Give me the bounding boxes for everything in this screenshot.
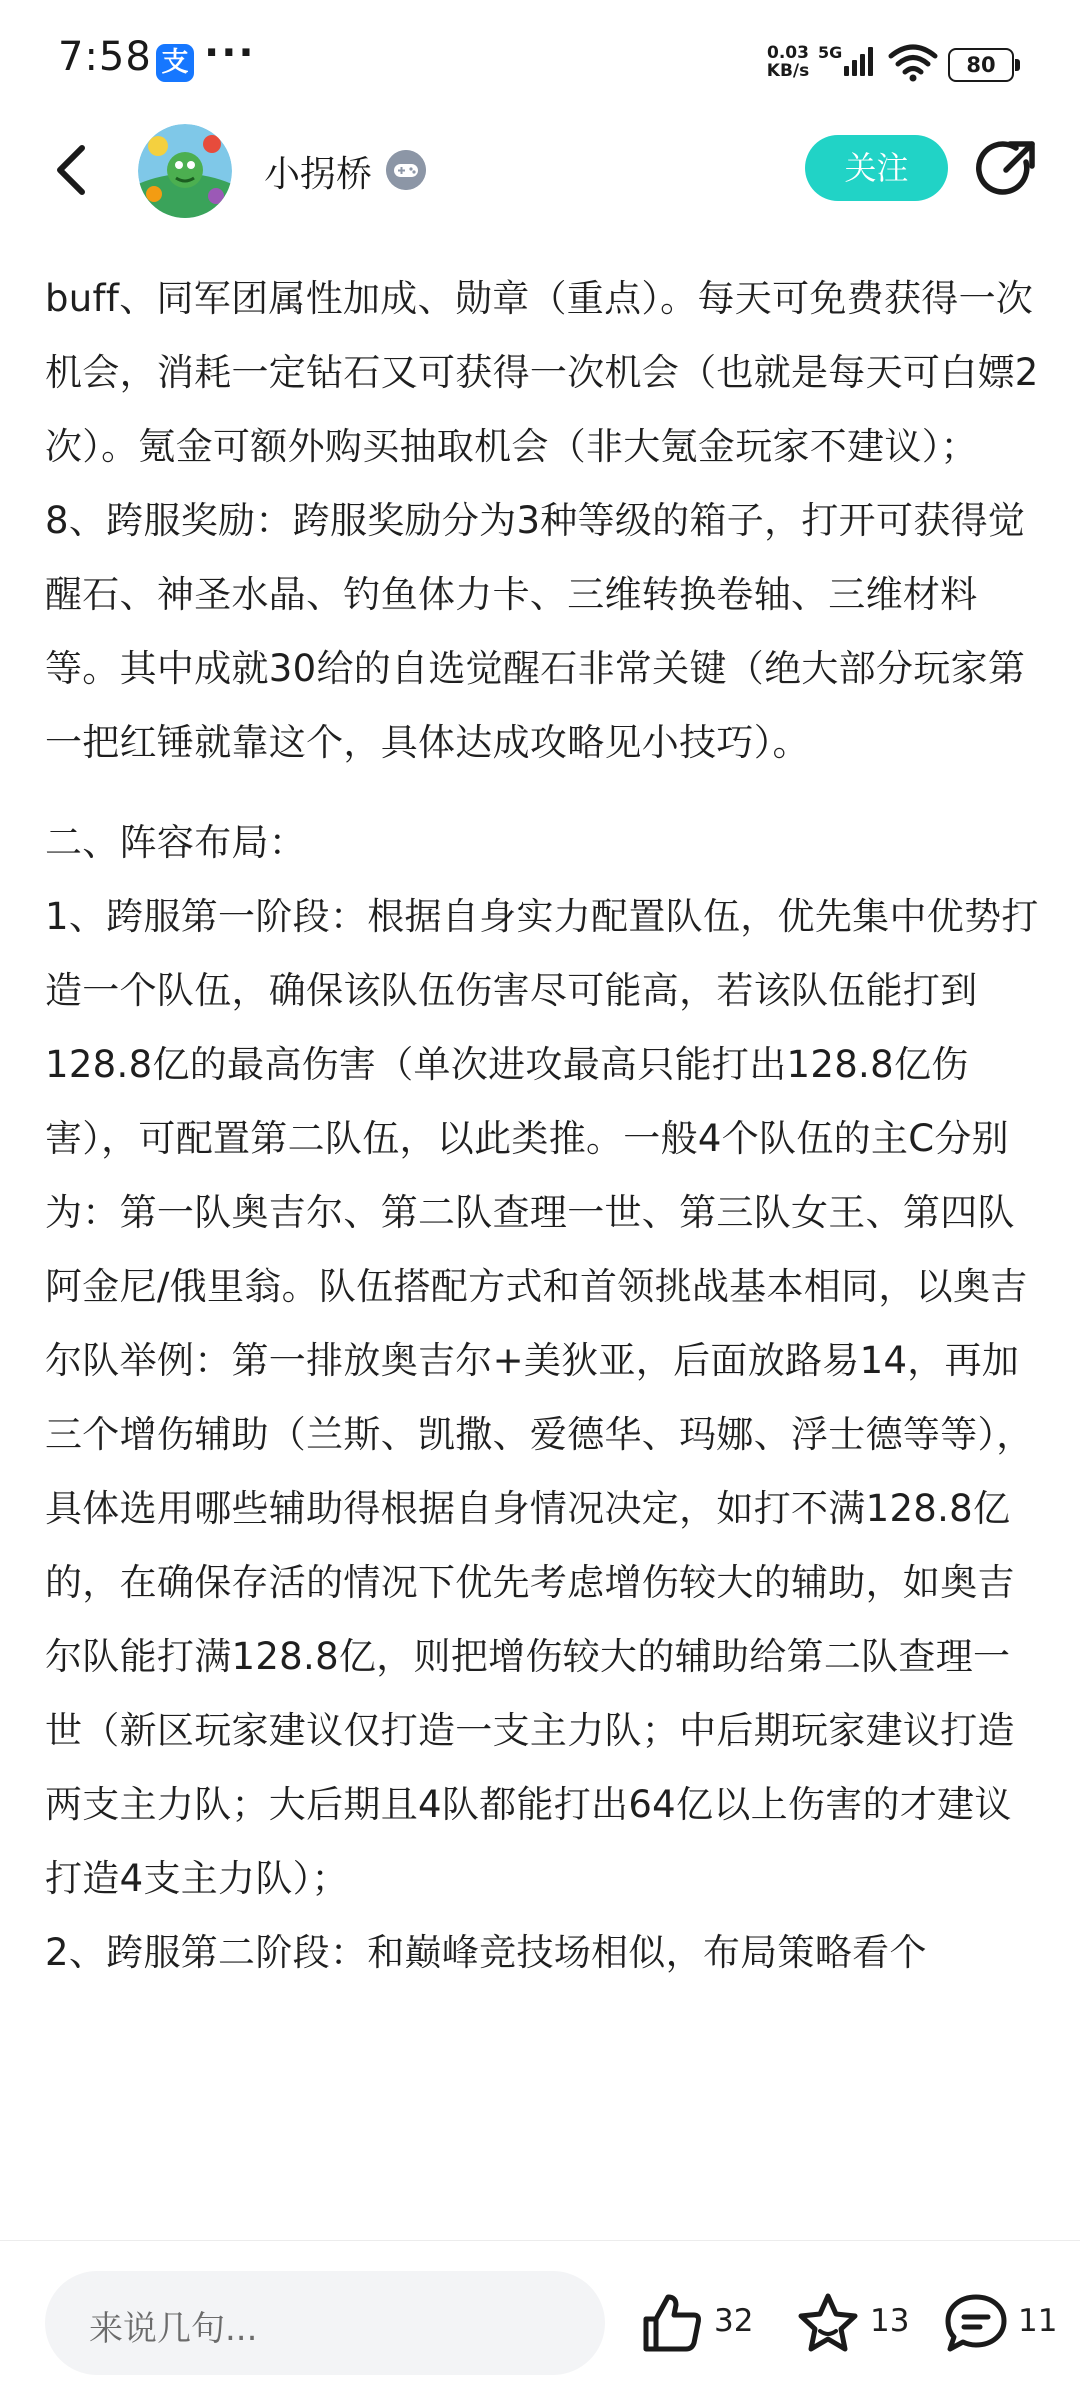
alipay-notification-icon: 支 — [156, 44, 194, 82]
article-paragraph: 1、跨服第一阶段：根据自身实力配置队伍，优先集中优势打造一个队伍，确保该队伍伤害尽可能高，若该队伍能打到128.8亿的最高伤害（单次进攻最高只能打出128.8亿伤害），可配置第二队伍，以此类推。一般4个队伍的主C分别为：第一队奥吉尔、第二队查理一世、第三队女王、第四队阿金尼/俄里翁。队伍搭配方式和首领挑战基本相同，以奥吉尔队举例：第一排放奥吉尔+美狄亚，后面放路易14，再加三个增伤辅助（兰斯、凯撒、爱德华、玛娜、浮士德等等），具体选用哪些辅助得根据自身情况决定，如打不满128.8亿的，在确保存活的情况下优先考虑增伤较大的辅助，如奥吉尔队能打满128.8亿，则把增伤较大的辅助给第二队查理一世（新区玩家建议仅打造一支主力队；中后期玩家建议打造两支主力队；大后期且4队都能打出64亿以上伤害的才建议打造4支主力队）； — [45, 895, 1039, 1900]
favorite-button[interactable] — [796, 2291, 910, 2355]
status-bar — [0, 0, 1080, 120]
battery-cap — [1015, 59, 1020, 71]
like-button[interactable] — [640, 2291, 760, 2355]
network-speed — [762, 44, 814, 80]
battery-indicator — [948, 48, 1020, 82]
status-time: 7:58 — [58, 34, 152, 80]
network-speed-value: 0.03 — [767, 43, 809, 63]
article-header — [0, 120, 1080, 230]
comment-count: 11 — [1018, 2303, 1058, 2339]
more-notifications-icon: ··· — [204, 30, 256, 76]
section-heading: 二、阵容布局： — [45, 821, 307, 864]
share-icon[interactable] — [976, 138, 1040, 202]
network-type-label: 5G — [818, 44, 843, 62]
article-paragraph: 2、跨服第二阶段：和巅峰竞技场相似，布局策略看个 — [45, 1931, 927, 1974]
comment-placeholder: 来说几句... — [89, 2309, 258, 2349]
comment-input[interactable] — [45, 2271, 605, 2375]
comment-button[interactable] — [944, 2291, 1058, 2355]
like-count: 32 — [714, 2303, 754, 2339]
author-avatar[interactable] — [138, 124, 232, 218]
article-paragraph: buff、同军团属性加成、勋章（重点）。每天可免费获得一次机会，消耗一定钻石又可获得一次机会（也就是每天可白嫖2次）。氪金可额外购买抽取机会（非大氪金玩家不建议）； — [45, 277, 1039, 468]
network-speed-unit: KB/s — [766, 61, 810, 81]
cellular-signal-icon — [814, 44, 876, 80]
battery-level: 80 — [948, 48, 1014, 82]
bottom-action-bar — [0, 2240, 1080, 2400]
author-name[interactable]: 小拐桥 — [264, 154, 373, 195]
gamepad-badge-icon — [386, 150, 426, 190]
follow-button[interactable]: 关注 — [805, 135, 948, 201]
favorite-count: 13 — [870, 2303, 910, 2339]
article-body — [45, 262, 1040, 2240]
comment-bubble-icon — [944, 2291, 1008, 2355]
article-paragraph: 8、跨服奖励：跨服奖励分为3种等级的箱子，打开可获得觉醒石、神圣水晶、钓鱼体力卡、三维转换卷轴、三维材料等。其中成就30给的自选觉醒石非常关键（绝大部分玩家第一把红锤就靠这个，具体达成攻略见小技巧）。 — [45, 499, 1026, 764]
wifi-icon — [888, 44, 938, 82]
back-arrow-icon[interactable] — [44, 140, 104, 200]
star-icon — [796, 2291, 860, 2355]
thumbs-up-icon — [640, 2291, 704, 2355]
